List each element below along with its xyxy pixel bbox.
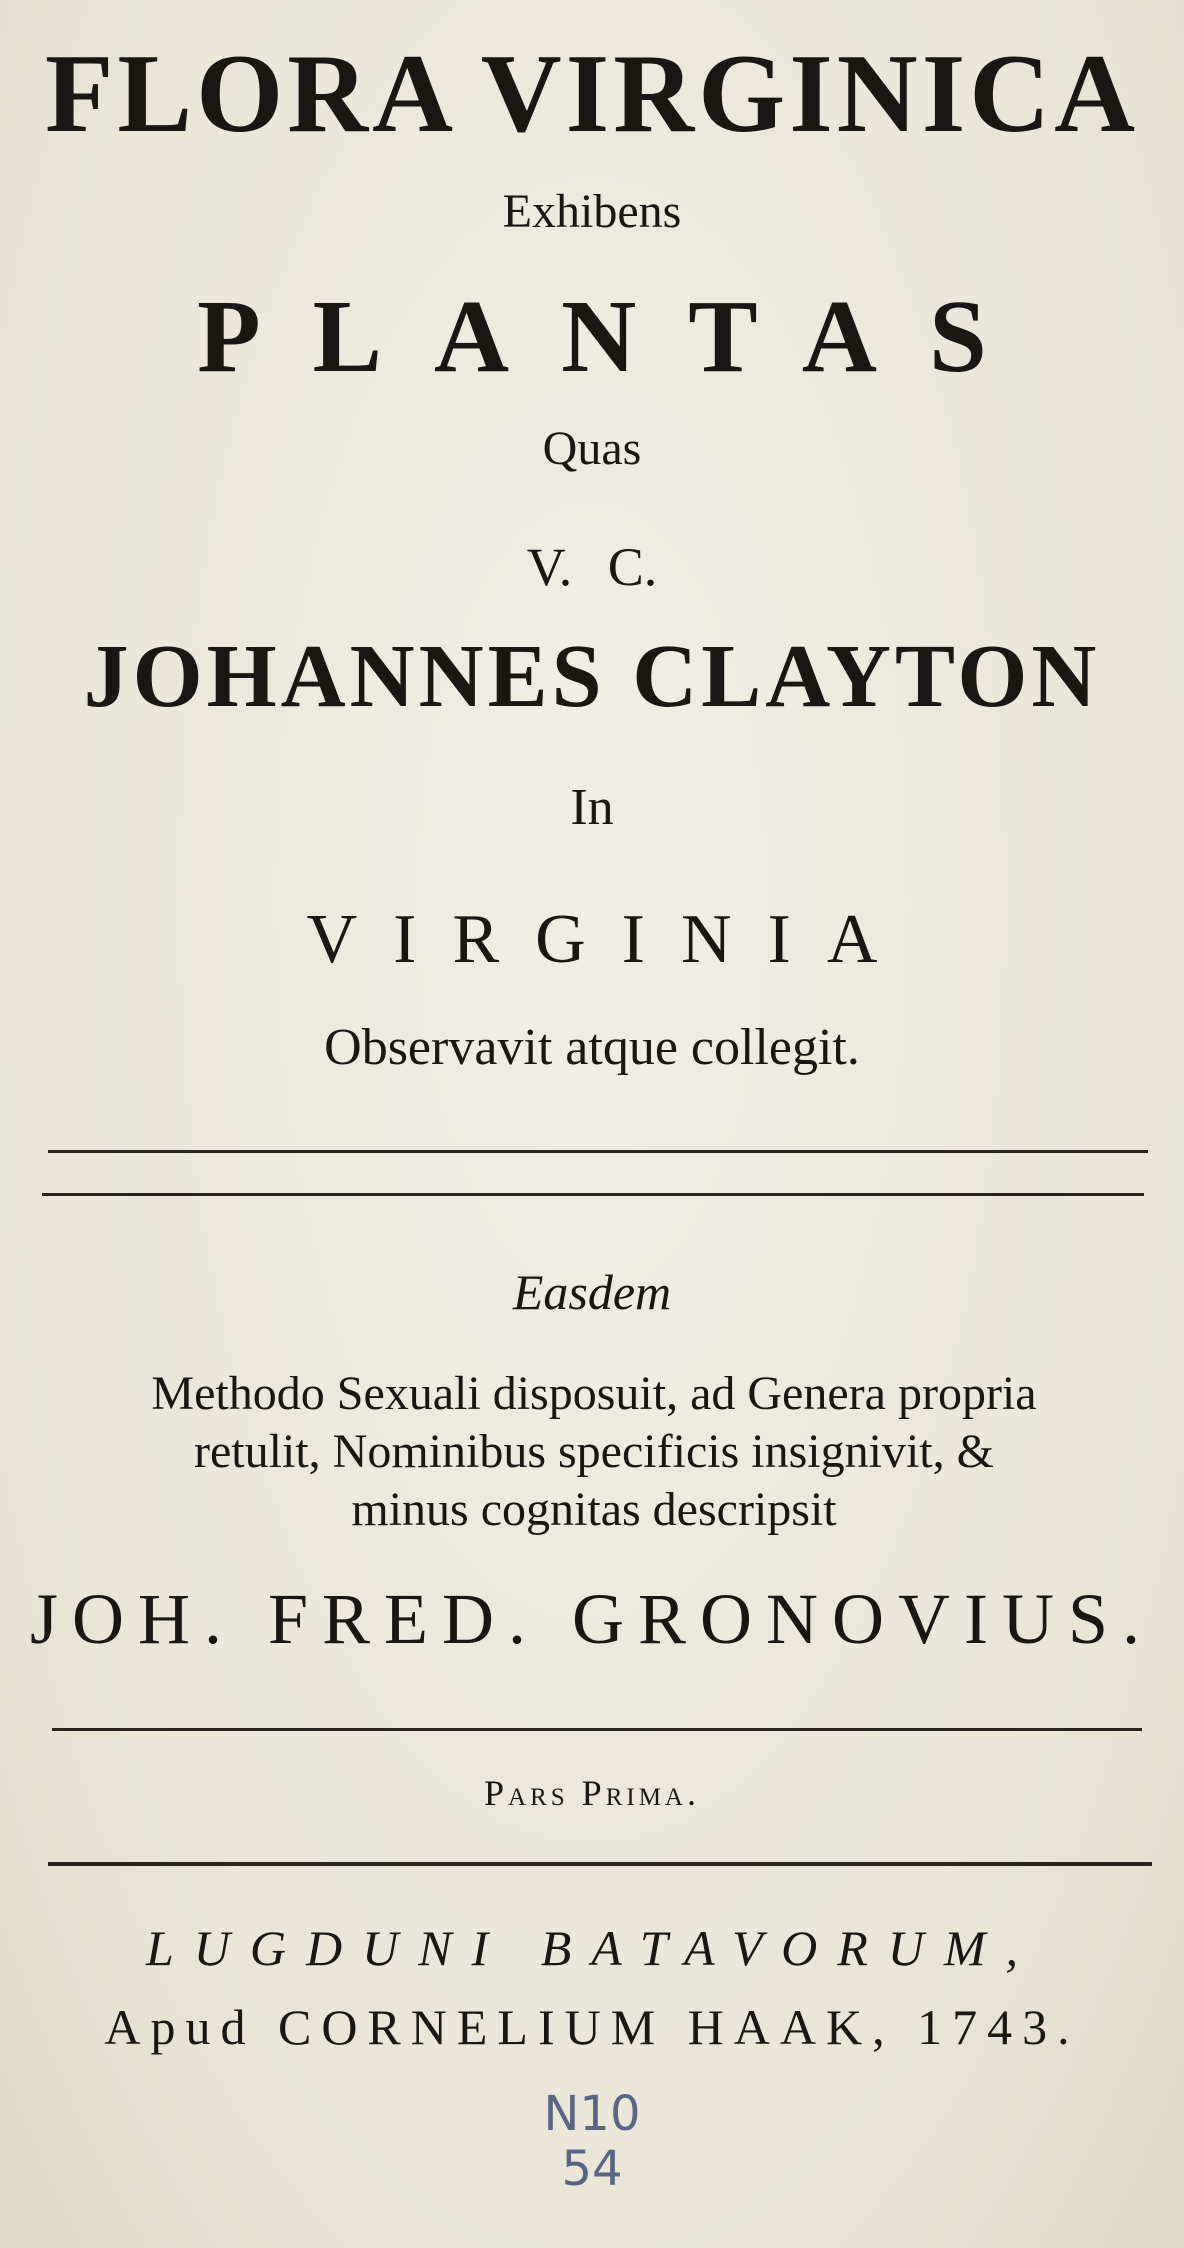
exhibens-text: Exhibens bbox=[502, 185, 682, 238]
book-title: FLORA VIRGINICA bbox=[44, 32, 1140, 156]
imprint-city: LUGDUNI BATAVORUM, bbox=[145, 1920, 1039, 1976]
easdem-text: Easdem bbox=[512, 1264, 672, 1320]
vc-abbreviation: V. C. bbox=[526, 537, 658, 597]
description-line-1: Methodo Sexuali disposuit, ad Genera propria bbox=[151, 1367, 1037, 1420]
rule-above-part bbox=[52, 1728, 1142, 1731]
place-name: VIRGINIA bbox=[306, 901, 914, 978]
observavit-text: Observavit atque collegit. bbox=[324, 1019, 860, 1076]
double-rule-top bbox=[48, 1150, 1148, 1153]
part-label: Pars Prima. bbox=[484, 1773, 700, 1813]
editor-name: JOH. FRED. GRONOVIUS. bbox=[29, 1579, 1155, 1659]
imprint-publisher: Apud CORNELIUM HAAK, 1743. bbox=[104, 1999, 1080, 2055]
method-description bbox=[40, 1365, 1148, 1539]
description-line-3: minus cognitas descripsit bbox=[351, 1483, 837, 1536]
double-rule-bottom bbox=[42, 1193, 1144, 1196]
description-line-2: retulit, Nominibus specificis insignivit, & bbox=[194, 1425, 994, 1478]
library-shelfmark-line-2: 54 bbox=[561, 2141, 623, 2197]
plantas-heading: PLANTAS bbox=[197, 279, 1039, 394]
quas-text: Quas bbox=[542, 422, 642, 475]
library-shelfmark-line-1: N10 bbox=[543, 2086, 641, 2142]
author-name: JOHANNES CLAYTON bbox=[83, 627, 1101, 726]
in-text: In bbox=[570, 779, 614, 836]
rule-below-part bbox=[48, 1862, 1152, 1866]
